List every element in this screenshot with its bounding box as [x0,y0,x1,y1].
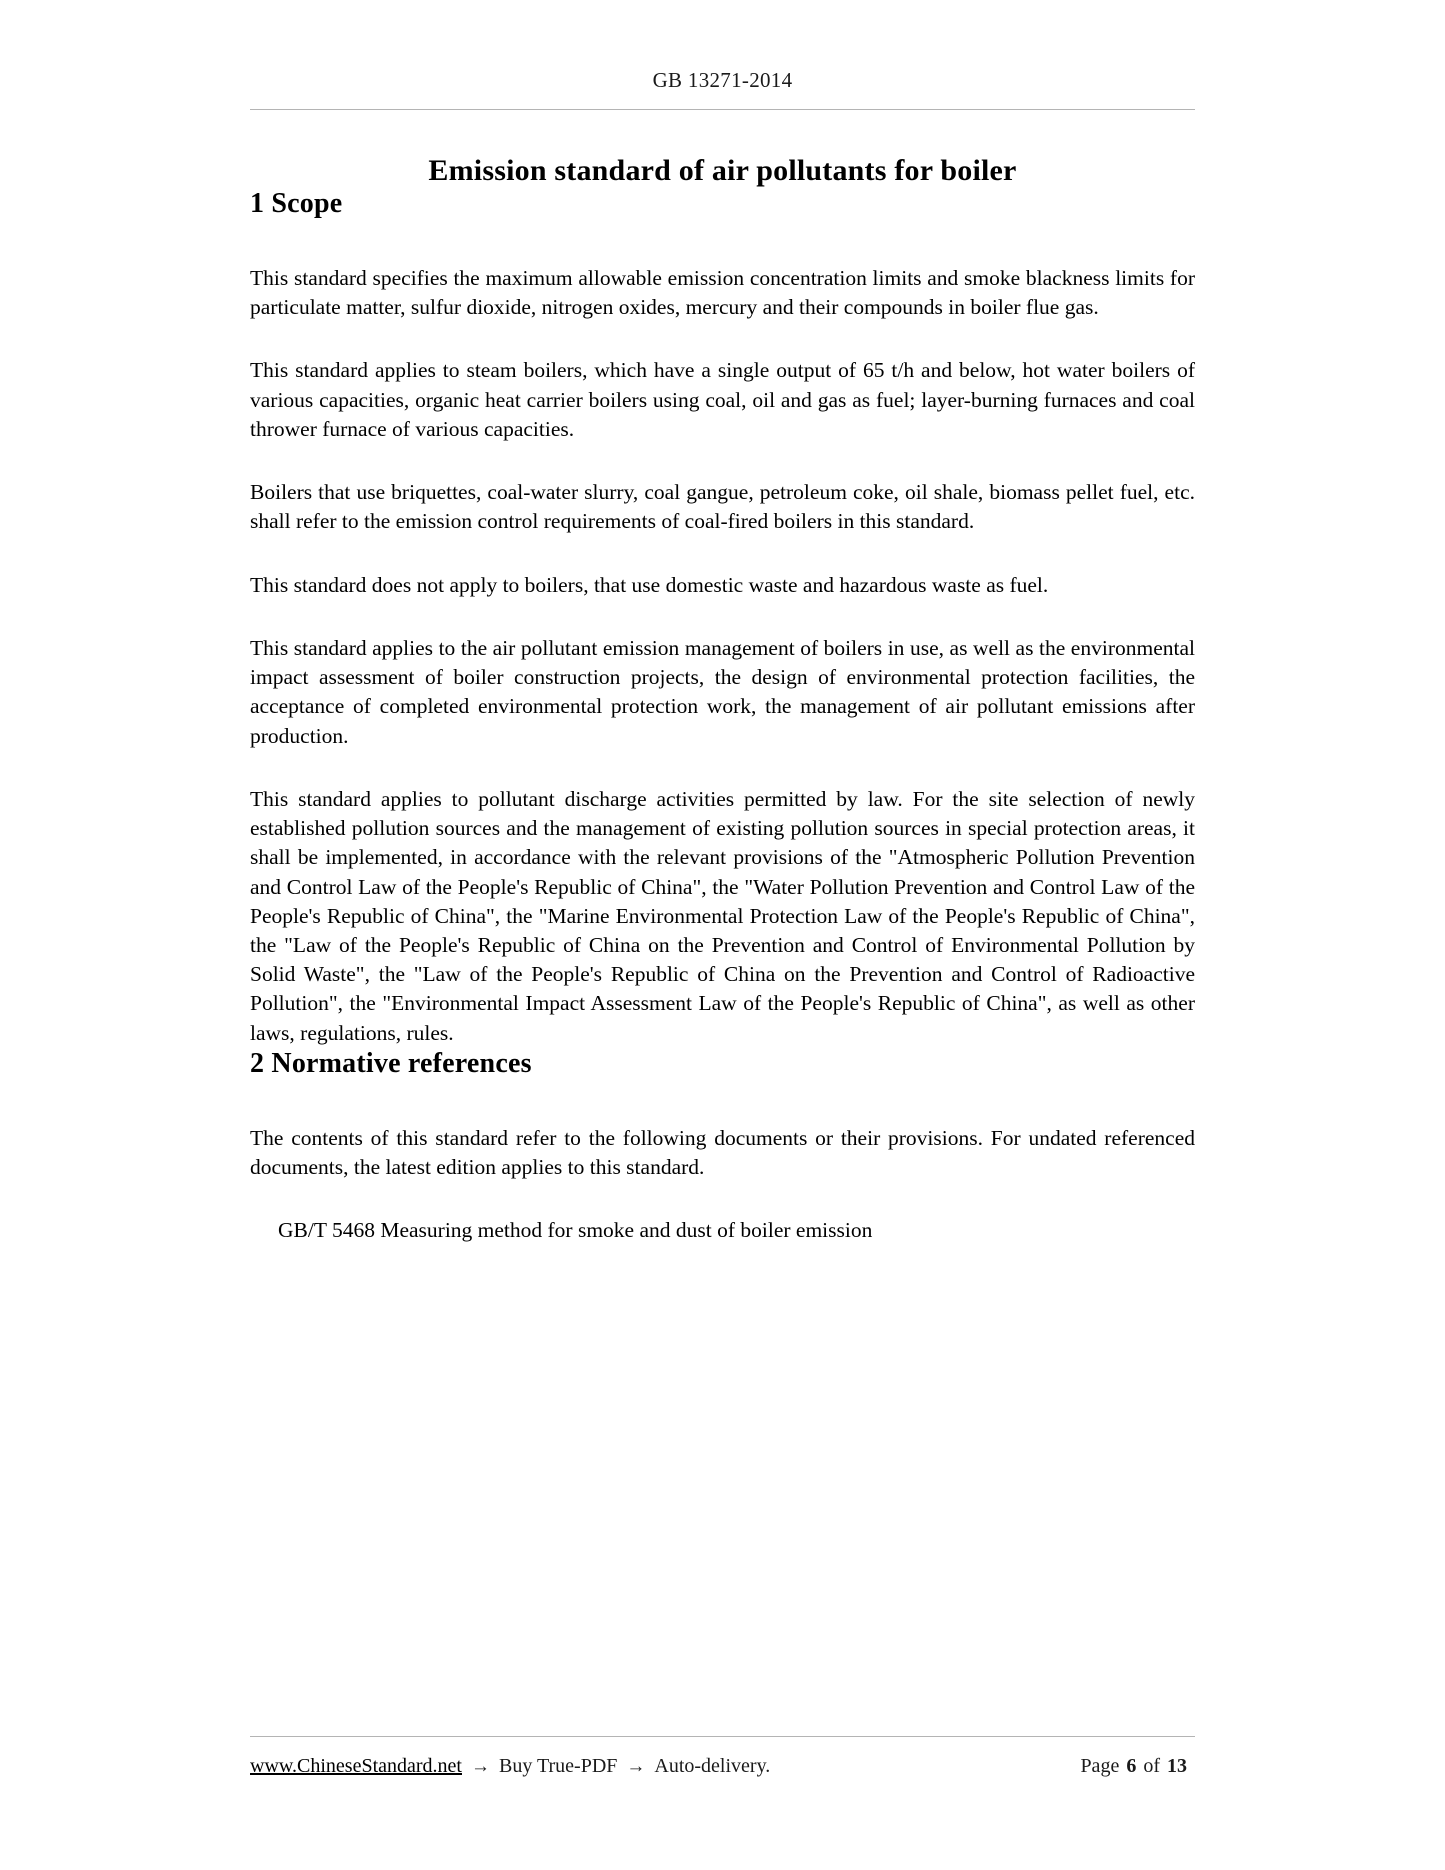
paragraph: The contents of this standard refer to the following documents or their provisions. For undated referenced documents, the latest edition applies to this standard. [250,1125,1195,1180]
reference-item: GB/T 5468 Measuring method for smoke and dust of boiler emission [278,1218,873,1243]
standard-code: GB 13271-2014 [652,68,793,92]
page-indicator [1080,1755,1195,1778]
footer-site-link[interactable]: www.ChineseStandard.net [250,1755,462,1777]
page-total: 13 [1167,1755,1187,1777]
section-heading-normative-references: 2 Normative references [250,1047,532,1079]
paragraph: This standard does not apply to boilers, that use domestic waste and hazardous waste as fuel. [250,572,1049,597]
footer-buy-label: Buy True-PDF [499,1755,618,1777]
arrow-right-icon: → [471,1756,490,1777]
page-number: 6 [1126,1755,1137,1777]
paragraph: This standard applies to steam boilers, which have a single output of 65 t/h and below, hot water boilers of various capacities, organic heat carrier boilers using coal, oil and gas as fuel; layer-burning furnaces and coal thrower furnace of various capacities. [250,358,1195,441]
of-label: of [1143,1755,1160,1777]
paragraph: This standard applies to the air pollutant emission management of boilers in use, as well as the environmental impact assessment of boiler construction projects, the design of environmental protection facilities, the acceptance of completed environmental protection work, the management of air pollutant emissions after production. [250,635,1195,748]
section-heading-scope: 1 Scope [250,188,343,219]
arrow-right-icon: → [626,1756,646,1777]
page-title: Emission standard of air pollutants for boiler [428,154,1017,187]
paragraph: Boilers that use briquettes, coal-water slurry, coal gangue, petroleum coke, oil shale, biomass pellet fuel, etc. shall refer to the emission control requirements of coal-fired boilers in this standard. [250,480,1195,534]
header-divider [250,109,1195,110]
page-label: Page [1080,1755,1120,1777]
paragraph: This standard specifies the maximum allowable emission concentration limits and smoke blackness limits for particulate matter, sulfur dioxide, nitrogen oxides, mercury and their compounds in boiler flue gas. [250,266,1195,320]
page-footer [250,1736,1195,1778]
page-header [250,0,1195,110]
paragraph: This standard applies to pollutant discharge activities permitted by law. For the site selection of newly established pollution sources and the management of existing pollution sources in special protection areas, it shall be implemented, in accordance with the relevant provisions of the "Atmospheric Pollution Prevention and Control Law of the People's Republic of China", the "Water Pollution Prevention and Control Law of the People's Republic of China", the "Marine Environmental Protection Law of the People's Republic of China", the "Law of the People's Republic of China on the Prevention and Control of Environmental Pollution by Solid Waste", the "Law of the People's Republic of China on the Prevention and Control of Radioactive Pollution", the "Environmental Impact Assessment Law of the People's Republic of China", as well as other laws, regulations, rules. [250,786,1195,1045]
footer-delivery-label: Auto-delivery. [654,1755,771,1777]
